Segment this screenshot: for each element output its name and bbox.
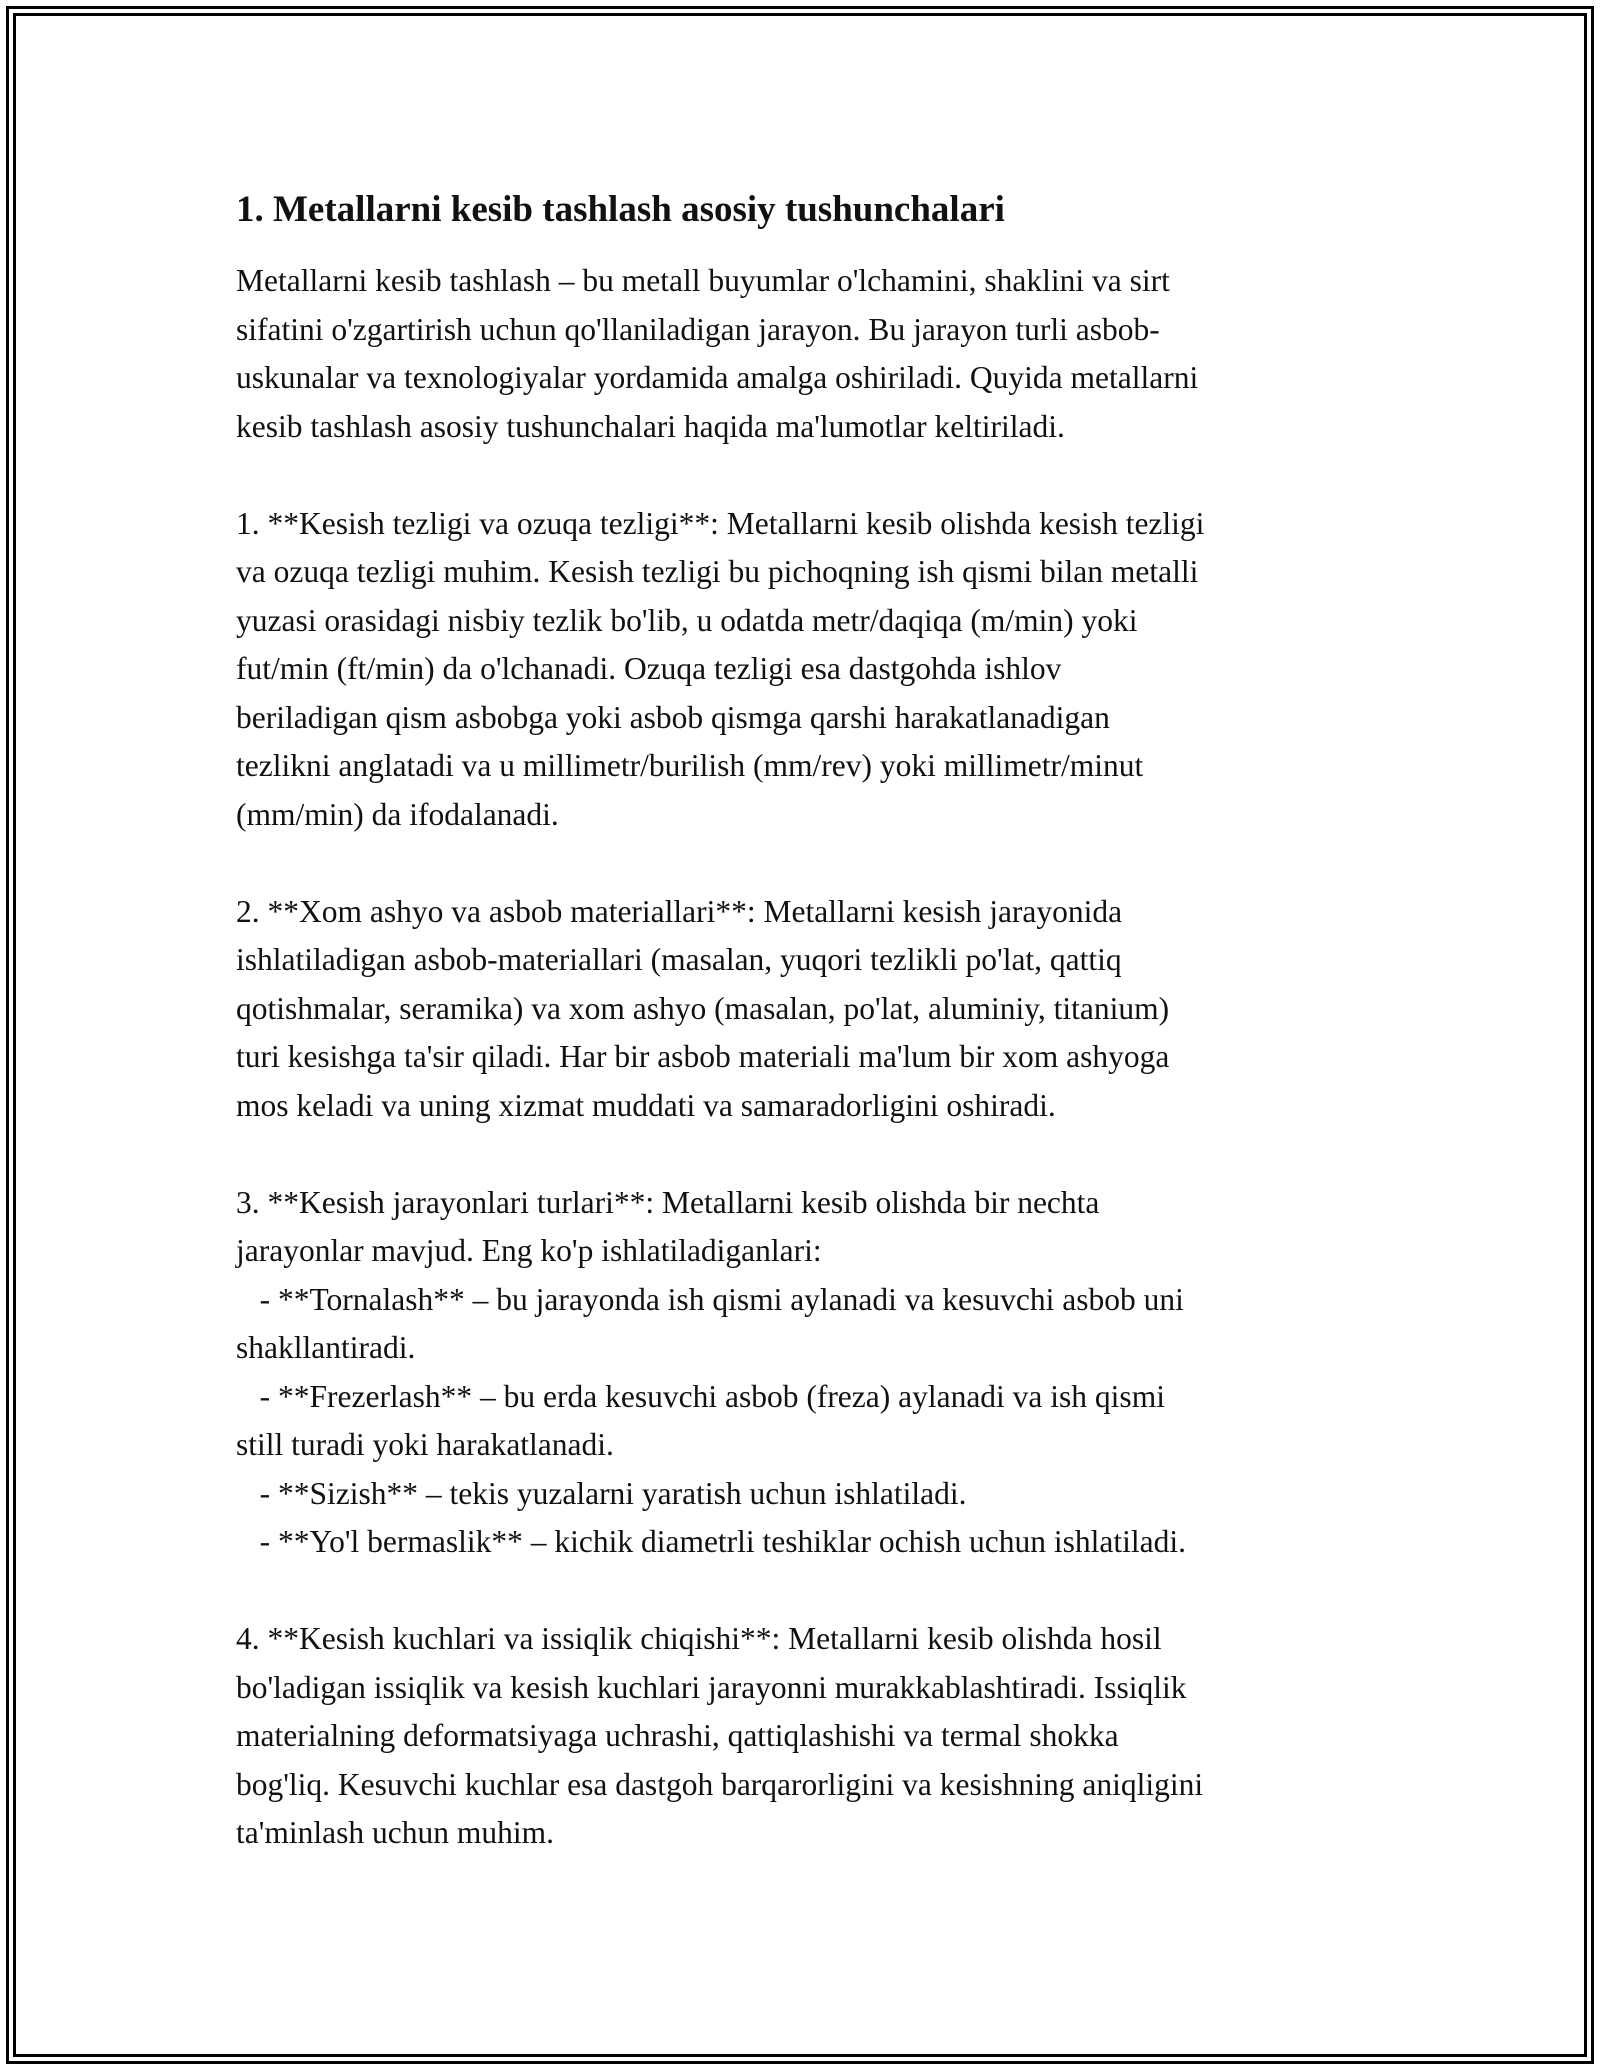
text-line: yuzasi orasidagi nisbiy tezlik bo'lib, u odatda metr/daqiqa (m/min) yoki (236, 602, 1138, 638)
text-line: kesib tashlash asosiy tushunchalari haqida ma'lumotlar keltiriladi. (236, 408, 1065, 444)
text-line: 3. **Kesish jarayonlari turlari**: Metallarni kesib olishda bir nechta (236, 1184, 1100, 1220)
document-title: 1. Metallarni kesib tashlash asosiy tushunchalari (236, 189, 1005, 230)
text-line: beriladigan qism asbobga yoki asbob qismga qarshi harakatlanadigan (236, 699, 1110, 735)
list-item: - **Frezerlash** – bu erda kesuvchi asbob (freza) aylanadi va ish qismi (236, 1378, 1165, 1414)
text-line: ishlatiladigan asbob-materiallari (masalan, yuqori tezlikli po'lat, qattiq (236, 942, 1122, 978)
text-line: turi kesishga ta'sir qiladi. Har bir asbob materiali ma'lum bir xom ashyoga (236, 1039, 1170, 1075)
text-line: bog'liq. Kesuvchi kuchlar esa dastgoh barqarorligini va kesishning aniqligini (236, 1766, 1204, 1802)
paragraph-materials (236, 888, 1376, 1131)
text-line: mos keladi va uning xizmat muddati va samaradorligini oshiradi. (236, 1087, 1056, 1123)
text-line: tezlikni anglatadi va u millimetr/burilish (mm/rev) yoki millimetr/minut (236, 748, 1144, 784)
list-item: - **Sizish** – tekis yuzalarni yaratish uchun ishlatiladi. (236, 1475, 967, 1511)
text-line: (mm/min) da ifodalanadi. (236, 796, 559, 832)
paragraph-intro (236, 257, 1376, 451)
text-line: ta'minlash uchun muhim. (236, 1815, 555, 1851)
text-line: jarayonlar mavjud. Eng ko'p ishlatiladiganlari: (236, 1233, 822, 1269)
paragraph-cutting-speed (236, 500, 1376, 840)
list-item: - **Yo'l bermaslik** – kichik diametrli teshiklar ochish uchun ishlatiladi. (236, 1524, 1186, 1560)
text-line: uskunalar va texnologiyalar yordamida amalga oshiriladi. Quyida metallarni (236, 360, 1199, 396)
text-line: va ozuqa tezligi muhim. Kesish tezligi bu pichoqning ish qismi bilan metalli (236, 554, 1199, 590)
text-line: 2. **Xom ashyo va asbob materiallari**: Metallarni kesish jarayonida (236, 893, 1123, 929)
document-body (236, 188, 1376, 1906)
list-item: - **Tornalash** – bu jarayonda ish qismi aylanadi va kesuvchi asbob uni (236, 1281, 1184, 1317)
text-line: bo'ladigan issiqlik va kesish kuchlari jarayonni murakkablashtiradi. Issiqlik (236, 1669, 1187, 1705)
paragraph-process-types (236, 1179, 1376, 1567)
text-line: 4. **Kesish kuchlari va issiqlik chiqishi**: Metallarni kesib olishda hosil (236, 1621, 1162, 1657)
text-line: materialning deformatsiyaga uchrashi, qattiqlashishi va termal shokka (236, 1718, 1119, 1754)
text-line: qotishmalar, seramika) va xom ashyo (masalan, po'lat, aluminiy, titanium) (236, 990, 1170, 1026)
text-line: fut/min (ft/min) da o'lchanadi. Ozuqa tezligi esa dastgohda ishlov (236, 651, 1062, 687)
text-line: Metallarni kesib tashlash – bu metall buyumlar o'lchamini, shaklini va sirt (236, 263, 1170, 299)
text-line: 1. **Kesish tezligi va ozuqa tezligi**: Metallarni kesib olishda kesish tezligi (236, 505, 1205, 541)
text-line: sifatini o'zgartirish uchun qo'llaniladigan jarayon. Bu jarayon turli asbob- (236, 311, 1160, 347)
text-line: shakllantiradi. (236, 1330, 416, 1366)
paragraph-forces-heat (236, 1615, 1376, 1858)
text-line: still turadi yoki harakatlanadi. (236, 1427, 614, 1463)
